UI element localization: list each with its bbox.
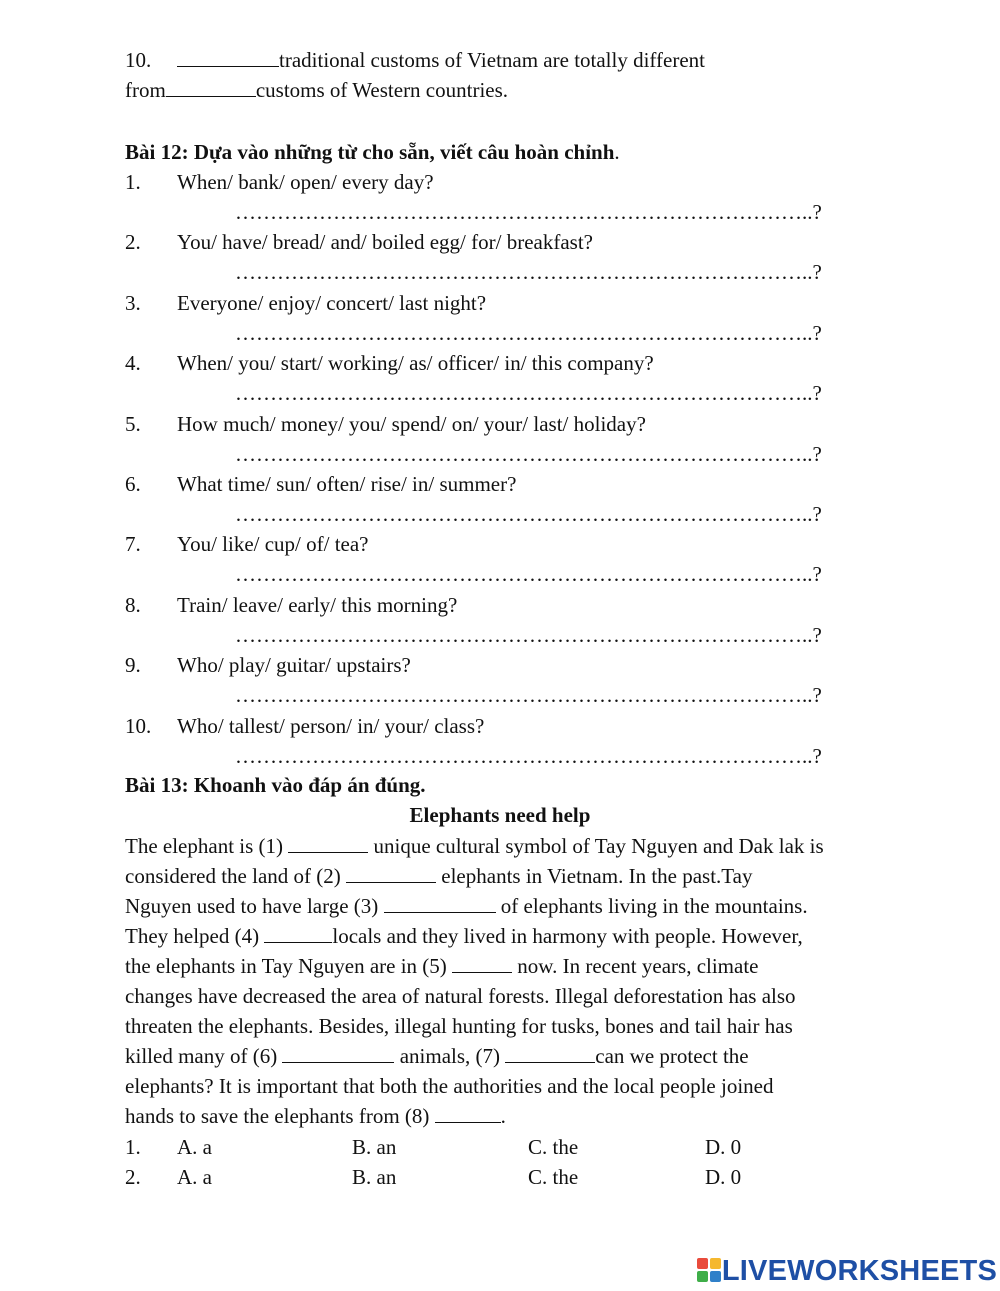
passage-text: elephants in Vietnam. In the past.Tay — [436, 864, 753, 888]
option-row-number: 2. — [125, 1165, 141, 1189]
answer-option-c[interactable]: C. the — [528, 1165, 579, 1189]
question-prompt: How much/ money/ you/ spend/ on/ your/ last/ holiday? — [177, 411, 646, 436]
passage-text: hands to save the elephants from (8) — [125, 1104, 435, 1128]
question-number: 5. — [125, 411, 141, 436]
section-13-title: Bài 13: Khoanh vào đáp án đúng. — [125, 773, 426, 797]
answer-option-a[interactable]: A. a — [177, 1135, 212, 1159]
item-10-text-1: traditional customs of Vietnam are totally different — [279, 48, 706, 72]
question-prompt: Who/ play/ guitar/ upstairs? — [177, 653, 411, 678]
answer-line[interactable]: ………………………………………………………………………..? — [235, 200, 822, 224]
passage-line-3 — [125, 894, 808, 918]
question-number: 4. — [125, 351, 141, 376]
option-row-number: 1. — [125, 1135, 141, 1159]
question-prompt: When/ you/ start/ working/ as/ officer/ in/ this company? — [177, 351, 654, 376]
liveworksheets-logo-icon — [697, 1258, 720, 1284]
blank-6[interactable] — [282, 1044, 394, 1063]
passage-text: Nguyen used to have large (3) — [125, 894, 384, 918]
blank[interactable] — [177, 48, 279, 67]
section-12-title — [125, 140, 620, 164]
answer-line[interactable]: ………………………………………………………………………..? — [235, 743, 822, 768]
item-10-text-2b: customs of Western countries. — [255, 78, 509, 102]
passage-line-4 — [125, 924, 803, 948]
blank-8[interactable] — [435, 1104, 501, 1123]
blank-1[interactable] — [288, 834, 368, 853]
item-10-number: 10. — [125, 48, 152, 72]
answer-line[interactable]: ………………………………………………………………………..? — [235, 320, 822, 345]
blank-5[interactable] — [452, 954, 512, 973]
passage-text: . — [500, 1104, 506, 1128]
answer-option-a[interactable]: A. a — [177, 1165, 212, 1189]
question-prompt: Everyone/ enjoy/ concert/ last night? — [177, 290, 487, 315]
item-10-text-2a: from — [125, 78, 166, 102]
blank-3[interactable] — [384, 894, 496, 913]
passage-text: of elephants living in the mountains. — [495, 894, 808, 918]
passage-text: unique cultural symbol of Tay Nguyen and Dak lak is — [368, 834, 824, 858]
question-number: 2. — [125, 230, 141, 255]
passage-line-9: elephants? It is important that both the authorities and the local people joined — [125, 1074, 774, 1098]
passage-text: locals and they lived in harmony with people. However, — [332, 924, 803, 948]
question-prompt: What time/ sun/ often/ rise/ in/ summer? — [177, 472, 517, 496]
answer-line[interactable]: ………………………………………………………………………..? — [235, 381, 822, 406]
question-number: 10. — [125, 713, 152, 738]
question-number: 6. — [125, 472, 141, 496]
passage-text: They helped (4) — [125, 924, 265, 948]
question-prompt: Train/ leave/ early/ this morning? — [177, 592, 458, 617]
blank-7[interactable] — [505, 1044, 595, 1063]
passage-text: now. In recent years, climate — [512, 954, 759, 978]
answer-line[interactable]: ………………………………………………………………………..? — [235, 683, 822, 708]
blank[interactable] — [166, 78, 256, 97]
passage-line-5 — [125, 954, 759, 978]
section-12-title-text: Bài 12: Dựa vào những từ cho sẵn, viết câu hoàn chỉnh — [125, 140, 615, 164]
passage-line-10 — [125, 1104, 506, 1128]
blank-2[interactable] — [346, 864, 436, 883]
question-number: 7. — [125, 532, 141, 557]
passage-text: can we protect the — [595, 1044, 749, 1068]
answer-line[interactable]: ………………………………………………………………………..? — [235, 622, 822, 647]
answer-option-c[interactable]: C. the — [528, 1135, 579, 1159]
passage-text: considered the land of (2) — [125, 864, 347, 888]
passage-text: The elephant is (1) — [125, 834, 289, 858]
item-10-line-1 — [177, 48, 705, 72]
question-number: 1. — [125, 170, 141, 194]
answer-line[interactable]: ………………………………………………………………………..? — [235, 260, 822, 285]
answer-option-d[interactable]: D. 0 — [705, 1135, 742, 1159]
passage-text: killed many of (6) — [125, 1044, 283, 1068]
answer-line[interactable]: ………………………………………………………………………..? — [235, 562, 822, 587]
item-10-line-2 — [125, 78, 508, 102]
section-12-title-period: . — [614, 140, 620, 164]
answer-line[interactable]: ………………………………………………………………………..? — [235, 502, 822, 526]
passage-text: the elephants in Tay Nguyen are in (5) — [125, 954, 453, 978]
answer-option-b[interactable]: B. an — [352, 1135, 397, 1159]
liveworksheets-wordmark: LIVEWORKSHEETS — [721, 1254, 997, 1287]
passage-line-8 — [125, 1044, 749, 1068]
blank-4[interactable] — [264, 924, 332, 943]
answer-option-d[interactable]: D. 0 — [705, 1165, 742, 1189]
passage-title: Elephants need help — [409, 803, 591, 827]
answer-line[interactable]: ………………………………………………………………………..? — [235, 441, 822, 466]
question-number: 3. — [125, 290, 141, 315]
question-prompt: Who/ tallest/ person/ in/ your/ class? — [177, 713, 485, 738]
passage-line-6: changes have decreased the area of natural forests. Illegal deforestation has also — [125, 984, 796, 1008]
liveworksheets-logo — [697, 1254, 997, 1288]
passage-line-2 — [125, 864, 752, 888]
answer-option-b[interactable]: B. an — [352, 1165, 397, 1189]
question-prompt: You/ have/ bread/ and/ boiled egg/ for/ breakfast? — [177, 230, 593, 255]
question-prompt: When/ bank/ open/ every day? — [177, 170, 434, 194]
question-number: 8. — [125, 592, 141, 617]
passage-text: animals, (7) — [394, 1044, 506, 1068]
question-number: 9. — [125, 653, 141, 678]
question-prompt: You/ like/ cup/ of/ tea? — [177, 532, 369, 557]
passage-line-1 — [125, 834, 824, 858]
passage-line-7: threaten the elephants. Besides, illegal hunting for tusks, bones and tail hair has — [125, 1014, 793, 1038]
